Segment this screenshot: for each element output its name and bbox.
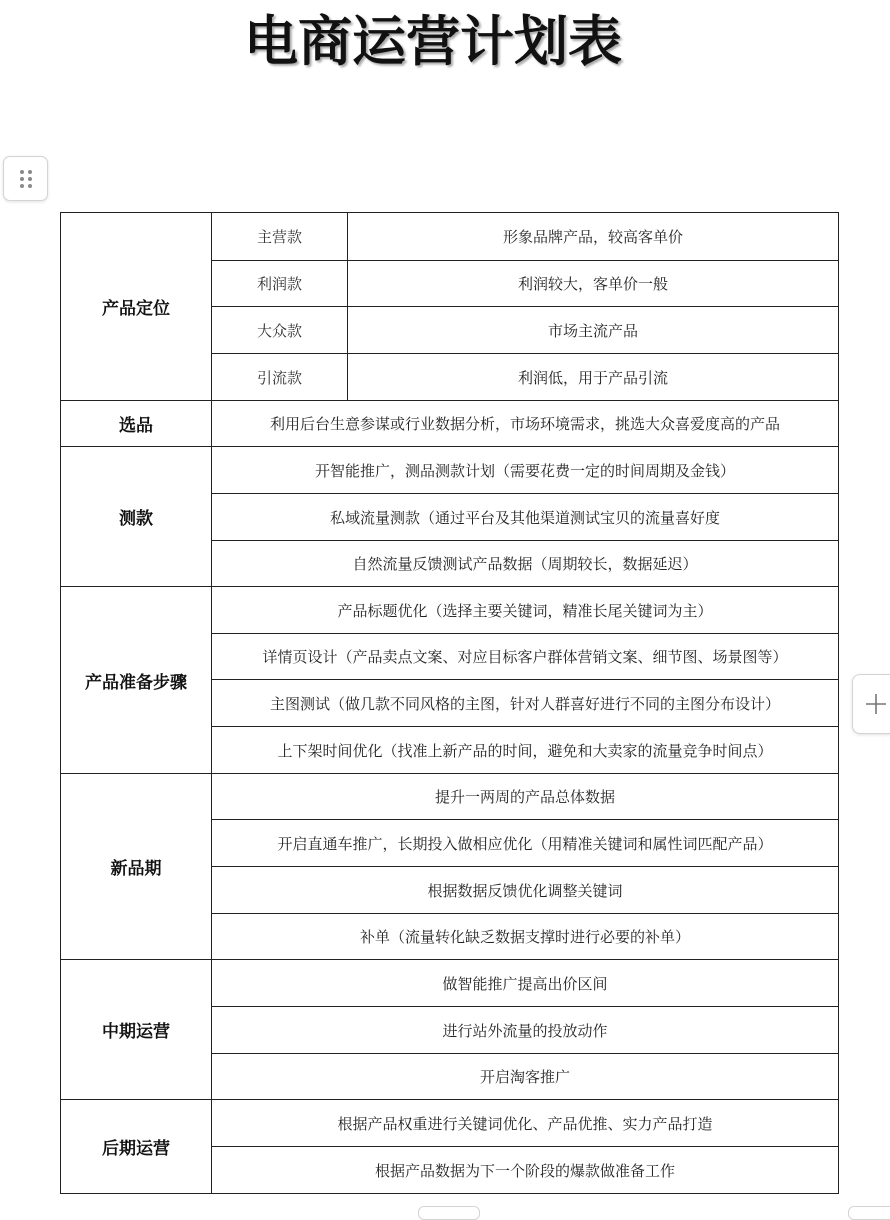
plan-item-cell: 详情页设计（产品卖点文案、对应目标客户群体营销文案、细节图、场景图等） [212, 634, 839, 680]
product-type-desc-cell: 市场主流产品 [348, 307, 839, 354]
bottom-corner-stub[interactable] [848, 1206, 890, 1220]
table-row [61, 774, 839, 820]
category-cell-positioning: 产品定位 [61, 213, 212, 401]
category-cell-mid-stage: 中期运营 [61, 960, 212, 1100]
table-row [61, 401, 839, 447]
category-cell-selection: 选品 [61, 401, 212, 447]
category-cell-testing: 测款 [61, 447, 212, 587]
category-cell-late-stage: 后期运营 [61, 1100, 212, 1194]
plan-item-cell: 开智能推广，测品测款计划（需要花费一定的时间周期及金钱） [212, 447, 839, 494]
plan-item-cell: 提升一两周的产品总体数据 [212, 774, 839, 820]
plan-item-cell: 利用后台生意参谋或行业数据分析，市场环境需求，挑选大众喜爱度高的产品 [212, 401, 839, 447]
plan-item-cell: 产品标题优化（选择主要关键词，精准长尾关键词为主） [212, 587, 839, 634]
plan-item-cell: 开启直通车推广，长期投入做相应优化（用精准关键词和属性词匹配产品） [212, 820, 839, 867]
category-cell-preparation: 产品准备步骤 [61, 587, 212, 774]
category-cell-new-product: 新品期 [61, 774, 212, 960]
bottom-toolbar-stub[interactable] [418, 1206, 480, 1220]
table-row [61, 447, 839, 494]
product-type-cell: 利润款 [212, 261, 348, 307]
product-type-cell: 大众款 [212, 307, 348, 354]
plan-item-cell: 根据产品权重进行关键词优化、产品优推、实力产品打造 [212, 1100, 839, 1147]
plan-item-cell: 自然流量反馈测试产品数据（周期较长，数据延迟） [212, 541, 839, 587]
plan-item-cell: 开启淘客推广 [212, 1054, 839, 1100]
plan-item-cell: 进行站外流量的投放动作 [212, 1007, 839, 1054]
plan-item-cell: 上下架时间优化（找准上新产品的时间，避免和大卖家的流量竞争时间点） [212, 727, 839, 774]
table-row [61, 960, 839, 1007]
plan-item-cell: 补单（流量转化缺乏数据支撑时进行必要的补单） [212, 914, 839, 960]
plan-item-cell: 根据产品数据为下一个阶段的爆款做准备工作 [212, 1147, 839, 1194]
table-row [61, 213, 839, 261]
table-row [61, 587, 839, 634]
product-type-cell: 引流款 [212, 354, 348, 401]
product-type-cell: 主营款 [212, 213, 348, 261]
operation-plan-table [60, 212, 839, 1194]
plan-item-cell: 做智能推广提高出价区间 [212, 960, 839, 1007]
plan-item-cell: 私域流量测款（通过平台及其他渠道测试宝贝的流量喜好度 [212, 494, 839, 541]
plan-item-cell: 主图测试（做几款不同风格的主图，针对人群喜好进行不同的主图分布设计） [212, 680, 839, 727]
drag-handle-button[interactable] [3, 156, 48, 201]
table-row [61, 1100, 839, 1147]
page-title: 电商运营计划表 [244, 10, 622, 73]
product-type-desc-cell: 利润低，用于产品引流 [348, 354, 839, 401]
plan-item-cell: 根据数据反馈优化调整关键词 [212, 867, 839, 914]
plus-icon [865, 693, 887, 715]
add-block-button[interactable] [852, 674, 890, 734]
product-type-desc-cell: 形象品牌产品，较高客单价 [348, 213, 839, 261]
drag-handle-icon [20, 170, 32, 188]
product-type-desc-cell: 利润较大，客单价一般 [348, 261, 839, 307]
